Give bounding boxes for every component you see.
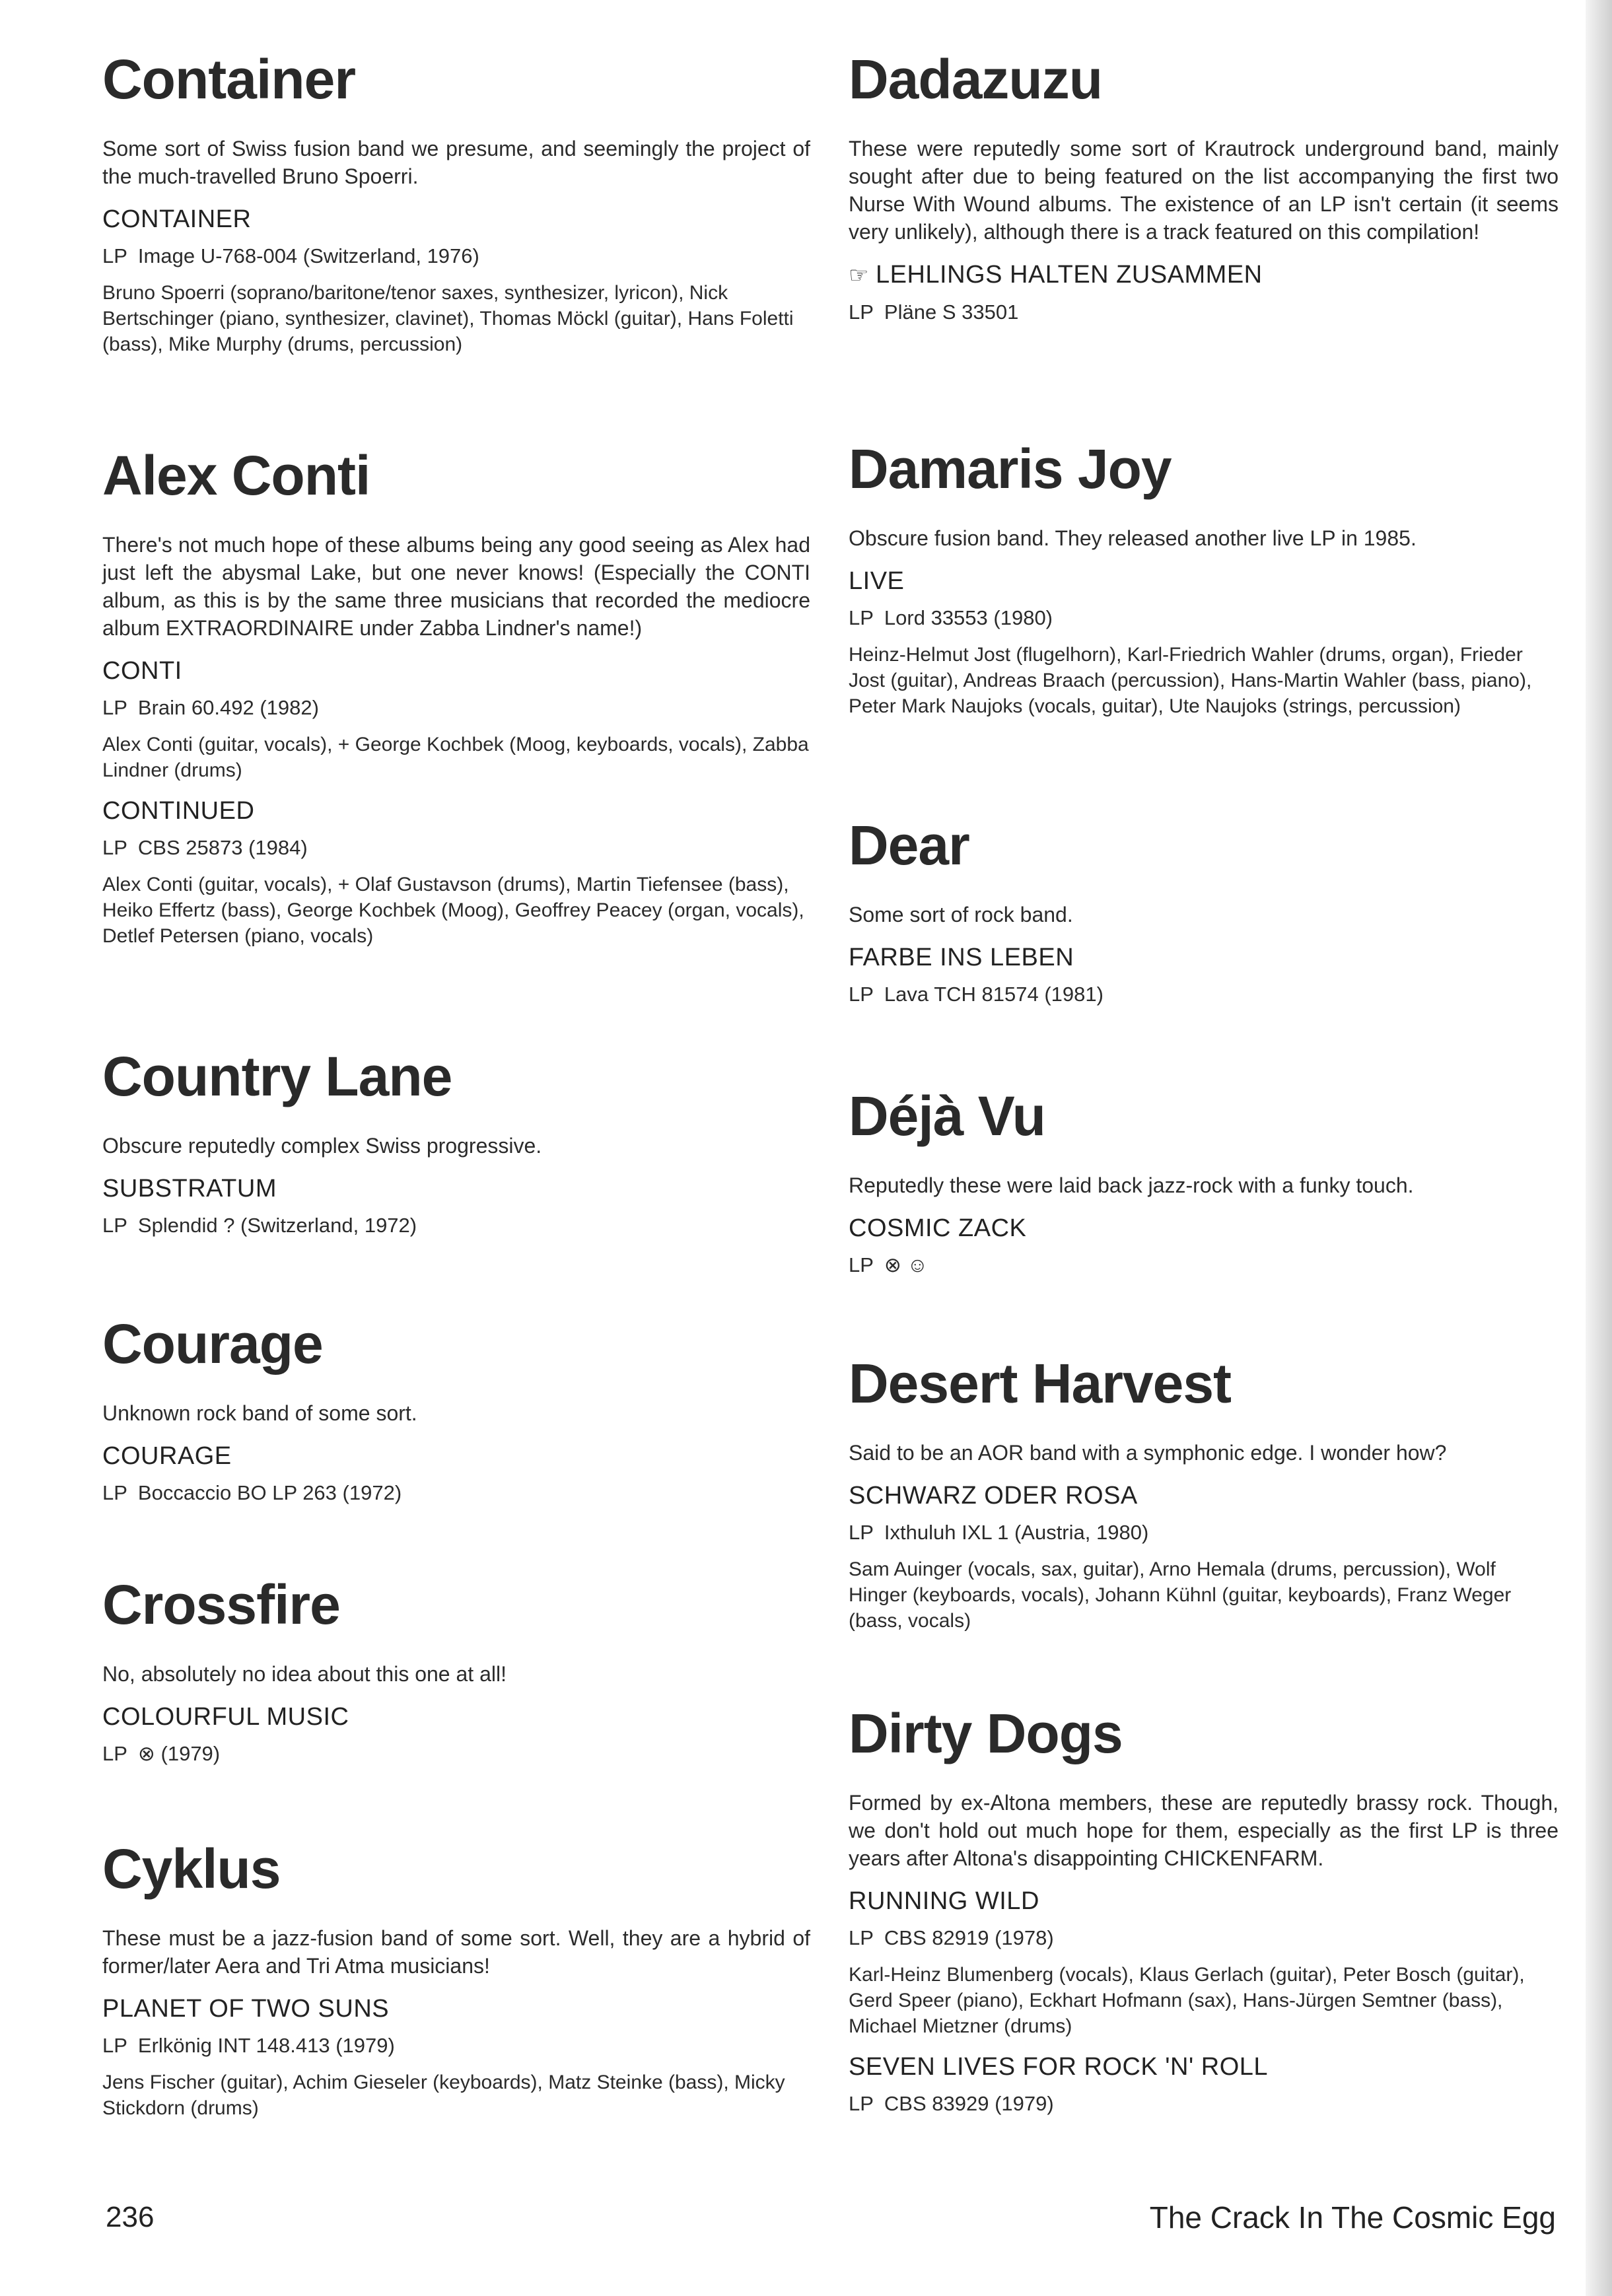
band-name: Desert Harvest bbox=[849, 1352, 1232, 1414]
album-entry bbox=[849, 565, 1559, 719]
band-entry bbox=[849, 46, 1559, 336]
album-entry bbox=[849, 2051, 1559, 2117]
album-title: CONTI bbox=[102, 657, 182, 685]
band-name: Courage bbox=[102, 1313, 323, 1375]
album-entry bbox=[849, 1212, 1559, 1278]
album-personnel: Sam Auinger (vocals, sax, guitar), Arno Hemala (drums, percussion), Wolf Hinger (keyboards, vocals), Johann Kühnl (guitar, keyboards), Franz Weger (bass, vocals) bbox=[849, 1558, 1512, 1632]
album-title-line bbox=[102, 1440, 810, 1472]
release-info bbox=[849, 981, 1559, 1008]
album-entry bbox=[849, 1885, 1559, 2039]
release-label: Pläne S 33501 bbox=[884, 300, 1019, 324]
album-title-line bbox=[102, 1173, 810, 1204]
band-entry bbox=[102, 1572, 810, 1778]
band-name: Container bbox=[102, 48, 356, 110]
album-title: LIVE bbox=[849, 567, 905, 595]
album-title: CONTINUED bbox=[102, 797, 255, 825]
release-info bbox=[102, 1480, 810, 1506]
band-entry bbox=[849, 1083, 1559, 1289]
release-label: Lord 33553 (1980) bbox=[884, 606, 1053, 629]
band-entry bbox=[102, 1043, 810, 1249]
album-title: SUBSTRATUM bbox=[102, 1175, 277, 1202]
album-personnel: Heinz-Helmut Jost (flugelhorn), Karl-Friedrich Wahler (drums, organ), Frieder Jost (guitar), Andreas Braach (percussion), Hans-Martin Wahler (bass, piano), Peter Mark Naujoks (vocals, guitar), Ute Naujoks (strings, percussion) bbox=[849, 644, 1532, 717]
album-title-line bbox=[102, 1993, 810, 2025]
band-entry bbox=[849, 1700, 1559, 2128]
release-format: LP bbox=[102, 244, 127, 267]
album-title-line bbox=[849, 565, 1559, 597]
album-entry bbox=[102, 795, 810, 949]
release-info bbox=[849, 1519, 1559, 1546]
release-info bbox=[102, 243, 810, 269]
band-name: Crossfire bbox=[102, 1574, 340, 1636]
band-name: Alex Conti bbox=[102, 444, 370, 506]
album-title-line bbox=[849, 942, 1559, 973]
album-entry bbox=[849, 1480, 1559, 1634]
album-title-line bbox=[849, 259, 1559, 291]
page-edge bbox=[1586, 0, 1612, 2296]
release-format: LP bbox=[102, 836, 127, 859]
release-format: LP bbox=[849, 1253, 874, 1276]
album-title: PLANET OF TWO SUNS bbox=[102, 1995, 390, 2023]
band-description: These must be a jazz-fusion band of some sort. Well, they are a hybrid of former/later Aera and Tri Atma musicians! bbox=[102, 1926, 810, 1978]
band-entry bbox=[102, 442, 810, 961]
book-title: The Crack In The Cosmic Egg bbox=[1149, 2200, 1556, 2235]
album-personnel: Karl-Heinz Blumenberg (vocals), Klaus Gerlach (guitar), Peter Bosch (guitar), Gerd Speer (piano), Eckhart Hofmann (sax), Hans-Jürgen Semtner (bass), Michael Mietzner (drums) bbox=[849, 1964, 1525, 2037]
album-title-line bbox=[102, 655, 810, 687]
band-name: Country Lane bbox=[102, 1045, 452, 1107]
band-description: Obscure fusion band. They released another live LP in 1985. bbox=[849, 526, 1417, 550]
release-label: Splendid ? (Switzerland, 1972) bbox=[137, 1214, 417, 1237]
album-title: LEHLINGS HALTEN ZUSAMMEN bbox=[875, 261, 1263, 289]
release-info bbox=[102, 695, 810, 721]
release-info bbox=[102, 1212, 810, 1239]
release-label: Boccaccio BO LP 263 (1972) bbox=[137, 1481, 402, 1504]
band-name: Déjà Vu bbox=[849, 1085, 1045, 1147]
release-info bbox=[849, 299, 1559, 326]
band-description: Said to be an AOR band with a symphonic edge. I wonder how? bbox=[849, 1441, 1447, 1465]
album-entry bbox=[102, 1701, 810, 1767]
release-info bbox=[849, 1925, 1559, 1951]
release-label: Image U-768-004 (Switzerland, 1976) bbox=[137, 244, 479, 267]
band-name: Dirty Dogs bbox=[849, 1702, 1123, 1764]
band-entry bbox=[102, 46, 810, 369]
band-name: Dear bbox=[849, 814, 969, 876]
album-title: COLOURFUL MUSIC bbox=[102, 1703, 349, 1731]
band-description: No, absolutely no idea about this one at all! bbox=[102, 1662, 507, 1686]
band-description: Some sort of Swiss fusion band we presume, and seemingly the project of the much-travelled Bruno Spoerri. bbox=[102, 137, 810, 188]
album-entry bbox=[102, 1993, 810, 2121]
release-label: ⊗ ☺ bbox=[884, 1253, 929, 1276]
release-label: Erlkönig INT 148.413 (1979) bbox=[137, 2034, 395, 2057]
release-label: ⊗ (1979) bbox=[137, 1742, 221, 1765]
album-entry bbox=[849, 942, 1559, 1008]
band-name: Dadazuzu bbox=[849, 48, 1103, 110]
band-entry bbox=[102, 1836, 810, 2133]
release-format: LP bbox=[102, 1214, 127, 1237]
album-personnel: Bruno Spoerri (soprano/baritone/tenor saxes, synthesizer, lyricon), Nick Bertschinger (piano, synthesizer, clavinet), Thomas Möckl (guitar), Hans Foletti (bass), Mike Murphy (drums, percussion) bbox=[102, 282, 794, 355]
release-info bbox=[102, 2033, 810, 2059]
page-number: 236 bbox=[106, 2201, 155, 2233]
band-entry bbox=[849, 1350, 1559, 1646]
album-title: CONTAINER bbox=[102, 205, 252, 233]
release-format: LP bbox=[849, 300, 874, 324]
album-title-line bbox=[102, 795, 810, 827]
album-entry bbox=[102, 203, 810, 357]
album-entry bbox=[102, 1173, 810, 1239]
release-format: LP bbox=[102, 2034, 127, 2057]
band-description: There's not much hope of these albums being any good seeing as Alex had just left the abysmal Lake, but one never knows! (Especially the CONTI album, as this is by the same three musicians that recorded the mediocre album EXTRAORDINAIRE under Zabba Lindner's name!) bbox=[102, 533, 810, 640]
album-personnel: Jens Fischer (guitar), Achim Gieseler (keyboards), Matz Steinke (bass), Micky Stickdorn (drums) bbox=[102, 2071, 785, 2119]
band-description: These were reputedly some sort of Krautrock underground band, mainly sought after due to being featured on the list accompanying the first two Nurse With Wound albums. The existence of an LP isn't certain (it seems very unlikely), although there is a track featured on this compilation! bbox=[849, 137, 1559, 244]
release-format: LP bbox=[849, 1521, 874, 1544]
release-info bbox=[102, 1741, 810, 1767]
band-entry bbox=[849, 812, 1559, 1018]
album-title-line bbox=[849, 1480, 1559, 1512]
band-name: Cyklus bbox=[102, 1838, 281, 1900]
release-format: LP bbox=[102, 696, 127, 719]
album-entry bbox=[102, 1440, 810, 1506]
release-label: Lava TCH 81574 (1981) bbox=[884, 983, 1104, 1006]
band-description: Reputedly these were laid back jazz-rock with a funky touch. bbox=[849, 1173, 1414, 1197]
album-title-line bbox=[849, 2051, 1559, 2083]
release-format: LP bbox=[102, 1742, 127, 1765]
album-title-line bbox=[849, 1885, 1559, 1917]
album-title-line bbox=[849, 1212, 1559, 1244]
release-info bbox=[102, 835, 810, 861]
album-title: RUNNING WILD bbox=[849, 1887, 1039, 1915]
release-label: Ixthuluh IXL 1 (Austria, 1980) bbox=[884, 1521, 1149, 1544]
album-entry bbox=[849, 259, 1559, 326]
release-info bbox=[849, 605, 1559, 631]
band-description: Formed by ex-Altona members, these are reputedly brassy rock. Though, we don't hold out much hope for them, especially as the first LP is three years after Altona's disappointing CHICKENFARM. bbox=[849, 1791, 1559, 1870]
band-description: Unknown rock band of some sort. bbox=[102, 1401, 417, 1425]
release-format: LP bbox=[849, 606, 874, 629]
album-title: COURAGE bbox=[102, 1442, 232, 1470]
album-personnel: Alex Conti (guitar, vocals), + Olaf Gustavson (drums), Martin Tiefensee (bass), Heiko Effertz (bass), George Kochbek (Moog), Geoffrey Peacey (organ, vocals), Detlef Petersen (piano, vocals) bbox=[102, 874, 804, 947]
album-entry bbox=[102, 655, 810, 783]
release-label: CBS 82919 (1978) bbox=[884, 1926, 1054, 1949]
release-label: CBS 83929 (1979) bbox=[884, 2092, 1054, 2115]
release-label: CBS 25873 (1984) bbox=[137, 836, 308, 859]
band-name: Damaris Joy bbox=[849, 438, 1172, 500]
pointing-hand-icon: ☞ bbox=[849, 263, 869, 288]
release-info bbox=[849, 2091, 1559, 2117]
release-format: LP bbox=[849, 983, 874, 1006]
release-format: LP bbox=[849, 1926, 874, 1949]
album-title: SCHWARZ ODER ROSA bbox=[849, 1482, 1138, 1510]
album-personnel: Alex Conti (guitar, vocals), + George Kochbek (Moog, keyboards, vocals), Zabba Lindner (drums) bbox=[102, 734, 809, 781]
band-description: Obscure reputedly complex Swiss progressive. bbox=[102, 1134, 542, 1158]
band-description: Some sort of rock band. bbox=[849, 903, 1073, 926]
release-info bbox=[849, 1252, 1559, 1278]
band-entry bbox=[849, 436, 1559, 731]
album-title: COSMIC ZACK bbox=[849, 1214, 1027, 1242]
release-label: Brain 60.492 (1982) bbox=[137, 696, 319, 719]
band-entry bbox=[102, 1311, 810, 1517]
release-format: LP bbox=[849, 2092, 874, 2115]
album-title: SEVEN LIVES FOR ROCK 'N' ROLL bbox=[849, 2053, 1269, 2081]
album-title: FARBE INS LEBEN bbox=[849, 944, 1074, 971]
album-title-line bbox=[102, 1701, 810, 1733]
release-format: LP bbox=[102, 1481, 127, 1504]
album-title-line bbox=[102, 203, 810, 235]
